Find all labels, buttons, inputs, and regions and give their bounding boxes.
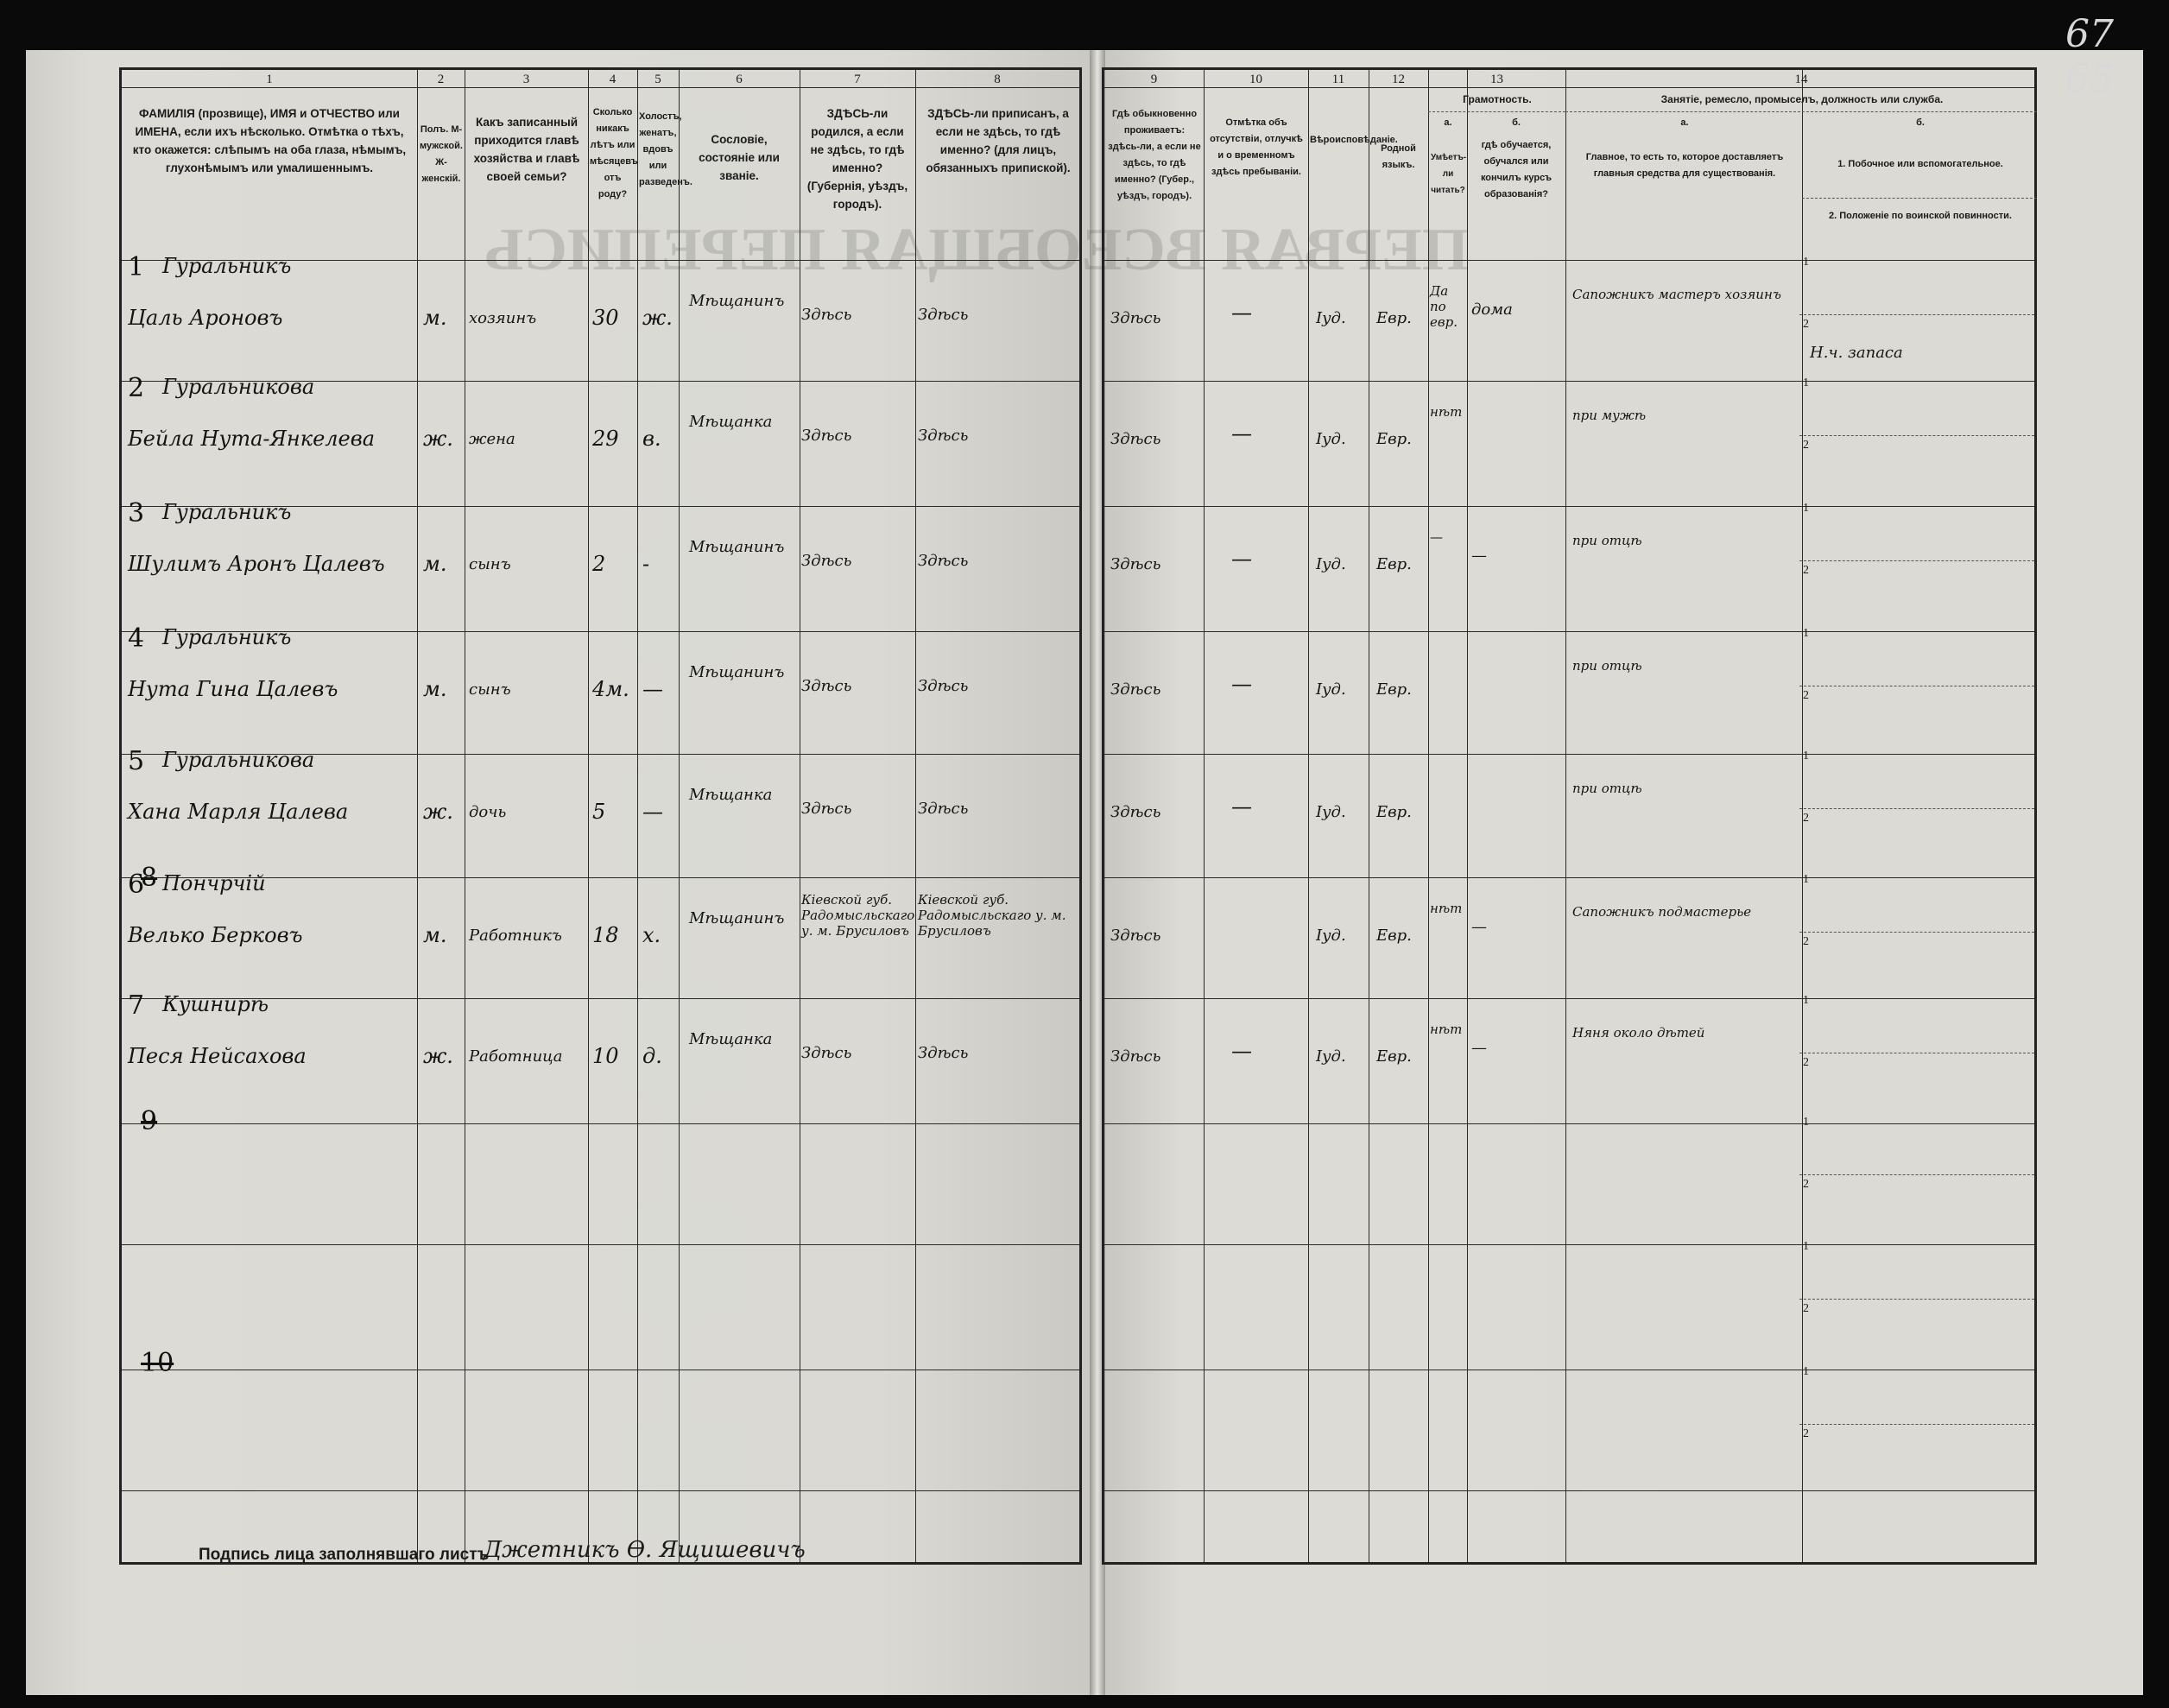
estate: Мѣщанинъ — [689, 663, 785, 681]
header-literacy-a: а. — [1444, 117, 1452, 128]
sub-row-divider — [1799, 1174, 2034, 1175]
sex: м. — [423, 923, 447, 947]
header-literacy: Грамотность. — [1463, 93, 1532, 105]
sub-row-1-marker: 1 — [1803, 750, 1809, 762]
header-relation: Какъ записанный приходится главѣ хозяйства и главѣ своей семьи? — [473, 116, 580, 183]
religion: Іуд. — [1316, 430, 1346, 448]
sub-row-1-marker: 1 — [1803, 627, 1809, 640]
col-num-12: 12 — [1392, 73, 1405, 86]
col-num-10: 10 — [1249, 73, 1262, 86]
native-language: Евр. — [1376, 309, 1412, 327]
col-num-9: 9 — [1150, 73, 1158, 86]
header-occupation: Занятіе, ремесло, промыселъ, должность или служба. — [1660, 93, 1944, 105]
residence: Здѣсь — [1110, 1047, 1161, 1066]
surname: Гуральникъ — [162, 500, 292, 524]
education-place: — — [1471, 1039, 1487, 1057]
marital-status: - — [642, 552, 650, 576]
col-num-4: 4 — [609, 73, 617, 86]
age: 29 — [592, 427, 619, 451]
footer-label: Подпись лица заполнявшаго листъ — [199, 1546, 490, 1564]
sub-row-1-marker: 1 — [1803, 502, 1809, 515]
estate: Мѣщанка — [689, 1030, 773, 1048]
marital-status: в. — [642, 427, 661, 451]
sub-row-2-marker: 2 — [1803, 1056, 1809, 1069]
sub-row-divider — [1799, 1299, 2034, 1300]
row-number: 5 — [128, 746, 145, 776]
main-occupation: Сапожникъ подмастерье — [1572, 904, 1752, 920]
sub-row-1-marker: 1 — [1803, 1116, 1809, 1129]
native-language: Евр. — [1376, 680, 1412, 699]
sub-row-1-marker: 1 — [1803, 256, 1809, 269]
age: 18 — [592, 923, 619, 947]
header-age: Сколько никакъ лѣтъ или мѣсяцевъ отъ роду? — [590, 107, 638, 199]
col-num-11: 11 — [1331, 73, 1345, 86]
header-residence: Гдѣ обыкновенно проживаетъ: здѣсь-ли, а если не здѣсь, то гдѣ именно? (Губер., уѣздъ, городъ). — [1108, 109, 1201, 201]
archive-page-number — [2065, 12, 2114, 102]
given-name: Бейла Нута-Янкелева — [128, 427, 376, 451]
surname: Гуральникъ — [162, 625, 292, 649]
row-number: 6 — [128, 870, 145, 900]
surname: Пончрчiй — [162, 871, 266, 895]
bleed-through-text: ПЕРВАЯ ВСЕОБЩАЯ ПЕРЕПИСЬ — [484, 217, 1470, 283]
can-read: — — [1430, 529, 1443, 545]
given-name: Нута Гина Цалевъ — [128, 677, 338, 701]
archive-number-bottom: 65 — [2065, 57, 2114, 101]
education-place: дома — [1471, 300, 1513, 319]
given-name: Хана Марля Цалева — [128, 800, 349, 824]
row-number: 1 — [128, 252, 145, 282]
residence: Здѣсь — [1110, 803, 1161, 821]
sub-row-2-marker: 2 — [1803, 1427, 1809, 1440]
col-num-6: 6 — [736, 73, 743, 86]
sex: м. — [423, 552, 447, 576]
estate: Мѣщанинъ — [689, 292, 785, 310]
relation-to-head: Работница — [469, 1047, 563, 1066]
given-name: Песя Нейсахова — [128, 1044, 307, 1068]
main-occupation: при мужѣ — [1572, 408, 1647, 423]
sub-row-1-marker: 1 — [1803, 1240, 1809, 1253]
row-number-10: 10 — [141, 1348, 174, 1378]
header-occupation-a: а. — [1680, 117, 1689, 128]
absence-note: — — [1231, 1039, 1252, 1063]
sub-row-1-marker: 1 — [1803, 994, 1809, 1007]
surname: Кушнирѣ — [162, 992, 269, 1016]
religion: Іуд. — [1316, 927, 1346, 945]
estate: Мѣщанка — [689, 413, 773, 431]
residence: Здѣсь — [1110, 309, 1161, 327]
surname: Гуральникова — [162, 748, 315, 772]
relation-to-head: сынъ — [469, 555, 511, 573]
sub-row-divider — [1799, 314, 2034, 315]
relation-to-head: хозяинъ — [469, 309, 537, 327]
header-military-status: 2. Положеніе по воинской повинности. — [1829, 211, 2012, 221]
given-name: Шулимъ Аронъ Цалевъ — [128, 552, 385, 576]
header-language: Родной языкъ. — [1381, 143, 1416, 170]
relation-to-head: сынъ — [469, 680, 511, 699]
birthplace: Кіевской губ. Радомысльскаго у. м. Брусиловъ — [801, 892, 915, 939]
sub-row-divider — [1799, 808, 2034, 809]
sub-row-1-marker: 1 — [1803, 873, 1809, 886]
main-occupation: при отцѣ — [1572, 658, 1642, 674]
col-num-5: 5 — [654, 73, 661, 86]
header-absence: Отмѣтка объ отсутствіи, отлучкѣ и о временномъ здѣсь пребываніи. — [1210, 117, 1303, 177]
sub-row-1-marker: 1 — [1803, 1365, 1809, 1378]
marital-status: — — [642, 800, 663, 824]
birthplace: Здѣсь — [801, 800, 852, 818]
header-education: гдѣ обучается, обучался или кончилъ курсъ образованія? — [1480, 140, 1552, 199]
age: 30 — [592, 306, 619, 330]
surname: Гуральникъ — [162, 254, 292, 278]
native-language: Евр. — [1376, 555, 1412, 573]
sub-row-2-marker: 2 — [1803, 439, 1809, 452]
sex: ж. — [423, 1044, 453, 1068]
header-literacy-b: б. — [1512, 117, 1521, 128]
can-read: Да по евр. — [1430, 283, 1458, 330]
birthplace: Здѣсь — [801, 306, 852, 324]
col-num-1: 1 — [266, 73, 273, 86]
estate: Мѣщанинъ — [689, 538, 785, 556]
religion: Іуд. — [1316, 309, 1346, 327]
sub-row-divider — [1799, 560, 2034, 561]
absence-note: — — [1231, 300, 1252, 325]
sex: м. — [423, 677, 447, 701]
main-occupation: Сапожникъ мастеръ хозяинъ — [1572, 287, 1781, 302]
main-occupation: при отцѣ — [1572, 533, 1642, 548]
relation-to-head: дочь — [469, 803, 507, 821]
military-status: Н.ч. запаса — [1810, 344, 1903, 362]
header-can-read: Умѣетъ-ли читать? — [1431, 153, 1467, 195]
native-language: Евр. — [1376, 927, 1412, 945]
header-side-occupation: 1. Побочное или вспомогательное. — [1837, 159, 2003, 169]
sub-row-divider — [1799, 1424, 2034, 1425]
header-registered: ЗДѢСЬ-ли приписанъ, а если не здѣсь, то гдѣ именно? (для лицъ, обязанныхъ припиской). — [926, 107, 1071, 174]
header-main-occupation: Главное, то есть то, которое доставляетъ главныя средства для существованія. — [1585, 152, 1784, 179]
estate: Мѣщанинъ — [689, 909, 785, 927]
header-estate: Сословіе, состояніе или званіе. — [699, 133, 780, 182]
native-language: Евр. — [1376, 430, 1412, 448]
age: 10 — [592, 1044, 619, 1068]
relation-to-head: жена — [469, 430, 515, 448]
col-num-2: 2 — [437, 73, 445, 86]
col-num-8: 8 — [994, 73, 1001, 86]
footer-signature: Джетникъ Ѳ. Ящишевичъ — [484, 1537, 806, 1563]
age: 2 — [592, 552, 606, 576]
birthplace: Здѣсь — [801, 552, 852, 570]
education-place: — — [1471, 918, 1487, 936]
education-place: — — [1471, 547, 1487, 565]
sub-row-2-marker: 2 — [1803, 1178, 1809, 1191]
registered-place: Здѣсь — [918, 1044, 969, 1062]
relation-to-head: Работникъ — [469, 927, 562, 945]
header-sex: Полъ. М-мужской. Ж-женскій. — [420, 124, 463, 184]
given-name: Цаль Ароновъ — [128, 306, 283, 330]
birthplace: Здѣсь — [801, 677, 852, 695]
sub-row-2-marker: 2 — [1803, 812, 1809, 825]
estate: Мѣщанка — [689, 786, 773, 804]
row-number-9: 9 — [141, 1106, 158, 1136]
surname: Гуральникова — [162, 375, 315, 399]
marital-status: ж. — [642, 306, 673, 330]
registered-place: Кіевской губ. Радомысльскаго у. м. Брусиловъ — [918, 892, 1066, 939]
sub-row-2-marker: 2 — [1803, 318, 1809, 331]
registered-place: Здѣсь — [918, 800, 969, 818]
row-number: 4 — [128, 623, 145, 654]
main-occupation: при отцѣ — [1572, 781, 1642, 796]
sex: ж. — [423, 800, 453, 824]
registered-place: Здѣсь — [918, 552, 969, 570]
sub-row-divider — [1799, 435, 2034, 436]
main-occupation: Няня около дѣтей — [1572, 1025, 1705, 1041]
sub-row-1-marker: 1 — [1803, 376, 1809, 389]
header-marital: Холостъ, женатъ, вдовъ или разведенъ. — [639, 111, 692, 187]
header-religion: Вѣроисповѣданіе. — [1310, 135, 1398, 145]
age: 5 — [592, 800, 606, 824]
birthplace: Здѣсь — [801, 1044, 852, 1062]
religion: Іуд. — [1316, 555, 1346, 573]
absence-note: — — [1231, 672, 1252, 696]
sub-row-divider — [1799, 932, 2034, 933]
birthplace: Здѣсь — [801, 427, 852, 445]
marital-status: — — [642, 677, 663, 701]
marital-status: х. — [642, 923, 661, 947]
residence: Здѣсь — [1110, 430, 1161, 448]
col-num-7: 7 — [854, 73, 861, 86]
row-number: 3 — [128, 498, 145, 528]
col-num-13: 13 — [1490, 73, 1503, 86]
absence-note: — — [1231, 794, 1252, 819]
age: 4м. — [592, 677, 629, 701]
registered-place: Здѣсь — [918, 677, 969, 695]
col-num-14: 14 — [1794, 73, 1808, 86]
sub-row-2-marker: 2 — [1803, 689, 1809, 702]
row-number: 2 — [128, 373, 145, 403]
sub-row-2-marker: 2 — [1803, 564, 1809, 577]
absence-note: — — [1231, 547, 1252, 571]
registered-place: Здѣсь — [918, 427, 969, 445]
can-read: нѣт — [1430, 901, 1463, 916]
col-num-3: 3 — [522, 73, 530, 86]
religion: Іуд. — [1316, 680, 1346, 699]
native-language: Евр. — [1376, 803, 1412, 821]
residence: Здѣсь — [1110, 680, 1161, 699]
sub-row-2-marker: 2 — [1803, 935, 1809, 948]
given-name: Велько Берковъ — [128, 923, 303, 947]
row-number: 7 — [128, 990, 145, 1021]
registered-place: Здѣсь — [918, 306, 969, 324]
absence-note: — — [1231, 421, 1252, 446]
header-name: ФАМИЛІЯ (прозвище), ИМЯ и ОТЧЕСТВО или ИМЕНА, если ихъ нѣсколько. Отмѣтка о тѣхъ, кто окажется: слѣпымъ на оба глаза, нѣмымъ, глухонѣмымъ или умалишеннымъ. — [132, 107, 407, 174]
native-language: Евр. — [1376, 1047, 1412, 1066]
archive-number-top: 67 — [2065, 12, 2114, 56]
can-read: нѣт — [1430, 1022, 1463, 1037]
can-read: нѣт — [1430, 404, 1463, 420]
row-number-8: 8 — [141, 863, 158, 893]
sub-row-2-marker: 2 — [1803, 1302, 1809, 1315]
sex: м. — [423, 306, 447, 330]
residence: Здѣсь — [1110, 555, 1161, 573]
residence: Здѣсь — [1110, 927, 1161, 945]
header-occupation-b: б. — [1916, 117, 1925, 128]
religion: Іуд. — [1316, 803, 1346, 821]
marital-status: д. — [642, 1044, 662, 1068]
religion: Іуд. — [1316, 1047, 1346, 1066]
sex: ж. — [423, 427, 453, 451]
header-birthplace: ЗДѢСЬ-ли родился, а если не здѣсь, то гдѣ именно? (Губернія, уѣздъ, городъ). — [806, 107, 908, 211]
